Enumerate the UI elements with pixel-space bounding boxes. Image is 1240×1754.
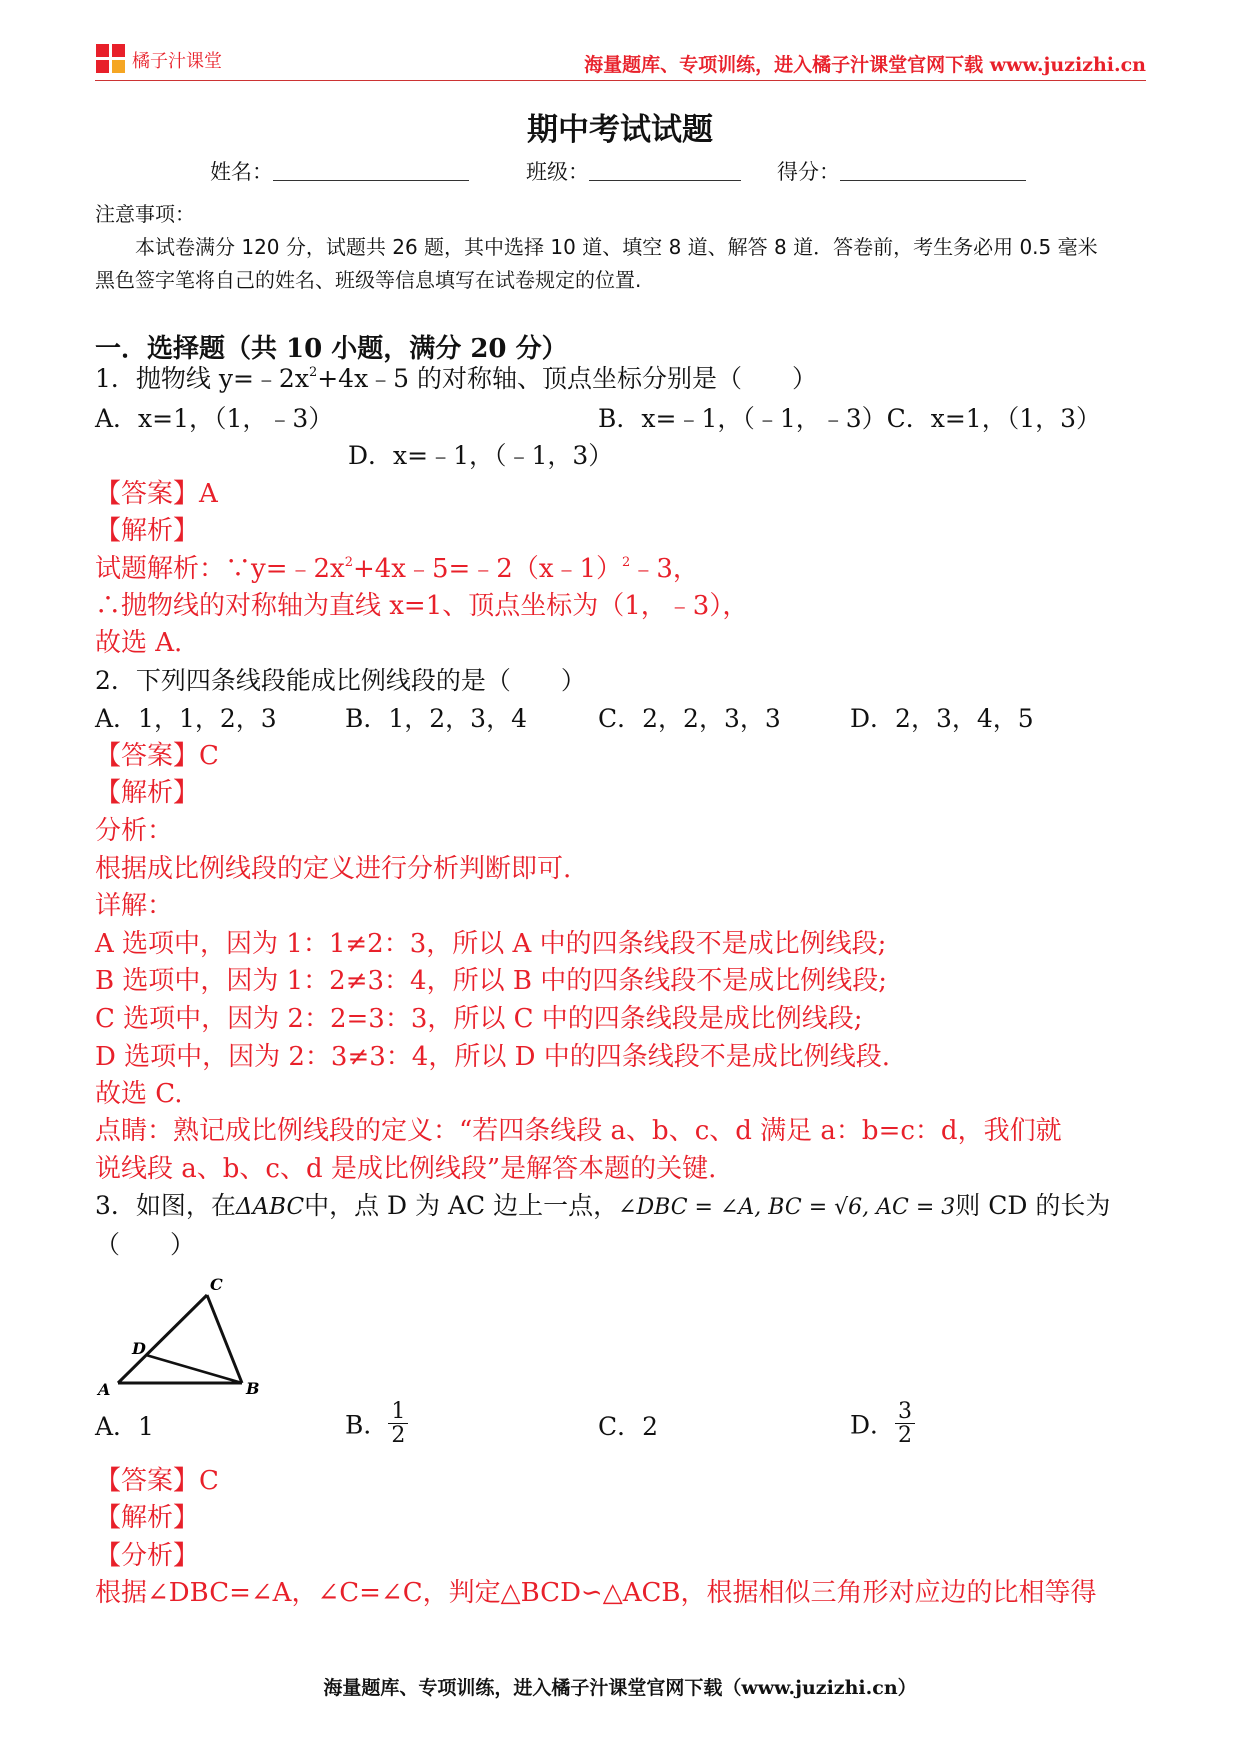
brand-name: 橘子汁课堂: [132, 51, 222, 72]
notice-heading: 注意事项：: [95, 202, 195, 226]
q2-line-7: D 选项中，因为 2：3≠3：4，所以 D 中的四条线段不是成比例线段.: [95, 1042, 890, 1072]
notice-line-2: 黑色签字笔将自己的姓名、班级等信息填写在试卷规定的位置.: [95, 268, 642, 292]
name-blank: [273, 162, 469, 181]
q3-analysis-label: 【解析】: [95, 1503, 200, 1533]
q2-line-5: B 选项中，因为 1：2≠3：4，所以 B 中的四条线段不是成比例线段;: [95, 966, 887, 996]
notice-line-1: 本试卷满分 120 分，试题共 26 题，其中选择 10 道、填空 8 道、解答 8 道．答卷前，考生务必用 0.5 毫米: [135, 235, 1098, 259]
q2-line-9: 点睛：熟记成比例线段的定义：“若四条线段 a、b、c、d 满足 a：b=c：d，我们就: [95, 1116, 1062, 1146]
q3-answer: 【答案】C: [95, 1466, 219, 1496]
name-field: [210, 156, 469, 186]
q3-fenxi-label: 【分析】: [95, 1541, 200, 1571]
q1-option-a: A．x=1，（1，﹣3）: [95, 404, 334, 433]
q3-option-a: A．1: [95, 1412, 154, 1441]
q3-stem: 3．如图，在ΔABC中，点 D 为 AC 边上一点，∠DBC = ∠A, BC = √6, AC = 3则 CD 的长为: [95, 1191, 1111, 1220]
logo-icon: [96, 44, 126, 74]
q2-option-d: D．2，3，4，5: [850, 704, 1034, 733]
class-field: [526, 156, 741, 186]
name-label: 姓名：: [210, 160, 273, 184]
q2-line-3: 详解：: [95, 891, 174, 921]
q1-answer: 【答案】A: [95, 479, 218, 509]
q2-line-1: 分析：: [95, 816, 174, 846]
score-label: 得分：: [777, 160, 840, 184]
q2-line-8: 故选 C.: [95, 1079, 183, 1109]
q1-solution-2: ∴抛物线的对称轴为直线 x=1、顶点坐标为（1，﹣3），: [95, 591, 749, 621]
q1-solution-3: 故选 A.: [95, 628, 183, 658]
q2-line-10: 说线段 a、b、c、d 是成比例线段”是解答本题的关键.: [95, 1154, 717, 1184]
q3-option-d: D． $\frac{3}{2}$: [850, 1400, 915, 1447]
q1-stem: 1．抛物线 $y=﹣2x^2+4x﹣5$ 的对称轴、顶点坐标分别是（ ）: [95, 364, 818, 393]
q3-line-1: 根据∠DBC=∠A，∠C=∠C，判定△BCD∽△ACB，根据相似三角形对应边的比相等得: [95, 1578, 1097, 1608]
class-label: 班级：: [526, 160, 589, 184]
class-blank: [589, 162, 741, 181]
triangle-figure: [92, 1268, 272, 1398]
q2-option-a: A．1，1，2，3: [95, 704, 277, 733]
label-b: B: [246, 1379, 260, 1398]
q2-option-c: C．2，2，3，3: [598, 704, 781, 733]
q1-analysis-label: 【解析】: [95, 516, 200, 546]
q3-option-c: C．2: [598, 1412, 659, 1441]
q2-stem: 2．下列四条线段能成比例线段的是（ ）: [95, 666, 586, 695]
q1-solution-1: 试题解析：$\because y=﹣2x^2+4x﹣5=﹣2(x﹣1)^2﹣3$，: [95, 554, 699, 584]
q2-option-b: B．1，2，3，4: [345, 704, 527, 733]
score-blank: [840, 162, 1026, 181]
footer-slogan: 海量题库、专项训练，进入橘子汁课堂官网下载（www.juzizhi.cn）: [323, 1677, 917, 1699]
q3-paren: （ ）: [95, 1230, 196, 1259]
q1-option-d: D．x=﹣1，（﹣1，3）: [348, 441, 614, 470]
section-heading: 一．选择题（共 10 小题，满分 20 分）: [95, 334, 568, 364]
segment-db: [146, 1355, 242, 1383]
q2-answer: 【答案】C: [95, 741, 219, 771]
q2-line-6: C 选项中，因为 2：2=3：3，所以 C 中的四条线段是成比例线段;: [95, 1004, 863, 1034]
side-cb: [207, 1295, 242, 1383]
q1-option-bc: B．x=﹣1，（﹣1，﹣3）C．x=1，（1，3）: [598, 404, 1102, 433]
label-d: D: [132, 1339, 146, 1358]
q2-analysis-label: 【解析】: [95, 778, 200, 808]
header-divider: [95, 80, 1146, 81]
q2-line-2: 根据成比例线段的定义进行分析判断即可.: [95, 854, 572, 884]
q3-option-b: B． $\frac{1}{2}$: [345, 1400, 408, 1447]
page-title: 期中考试试题: [527, 112, 713, 148]
q2-line-4: A 选项中，因为 1：1≠2：3，所以 A 中的四条线段不是成比例线段;: [95, 929, 887, 959]
label-a: A: [98, 1380, 111, 1398]
header-slogan: 海量题库、专项训练，进入橘子汁课堂官网下载 www.juzizhi.cn: [584, 54, 1146, 76]
label-c: C: [210, 1275, 223, 1294]
score-field: [777, 156, 1026, 186]
